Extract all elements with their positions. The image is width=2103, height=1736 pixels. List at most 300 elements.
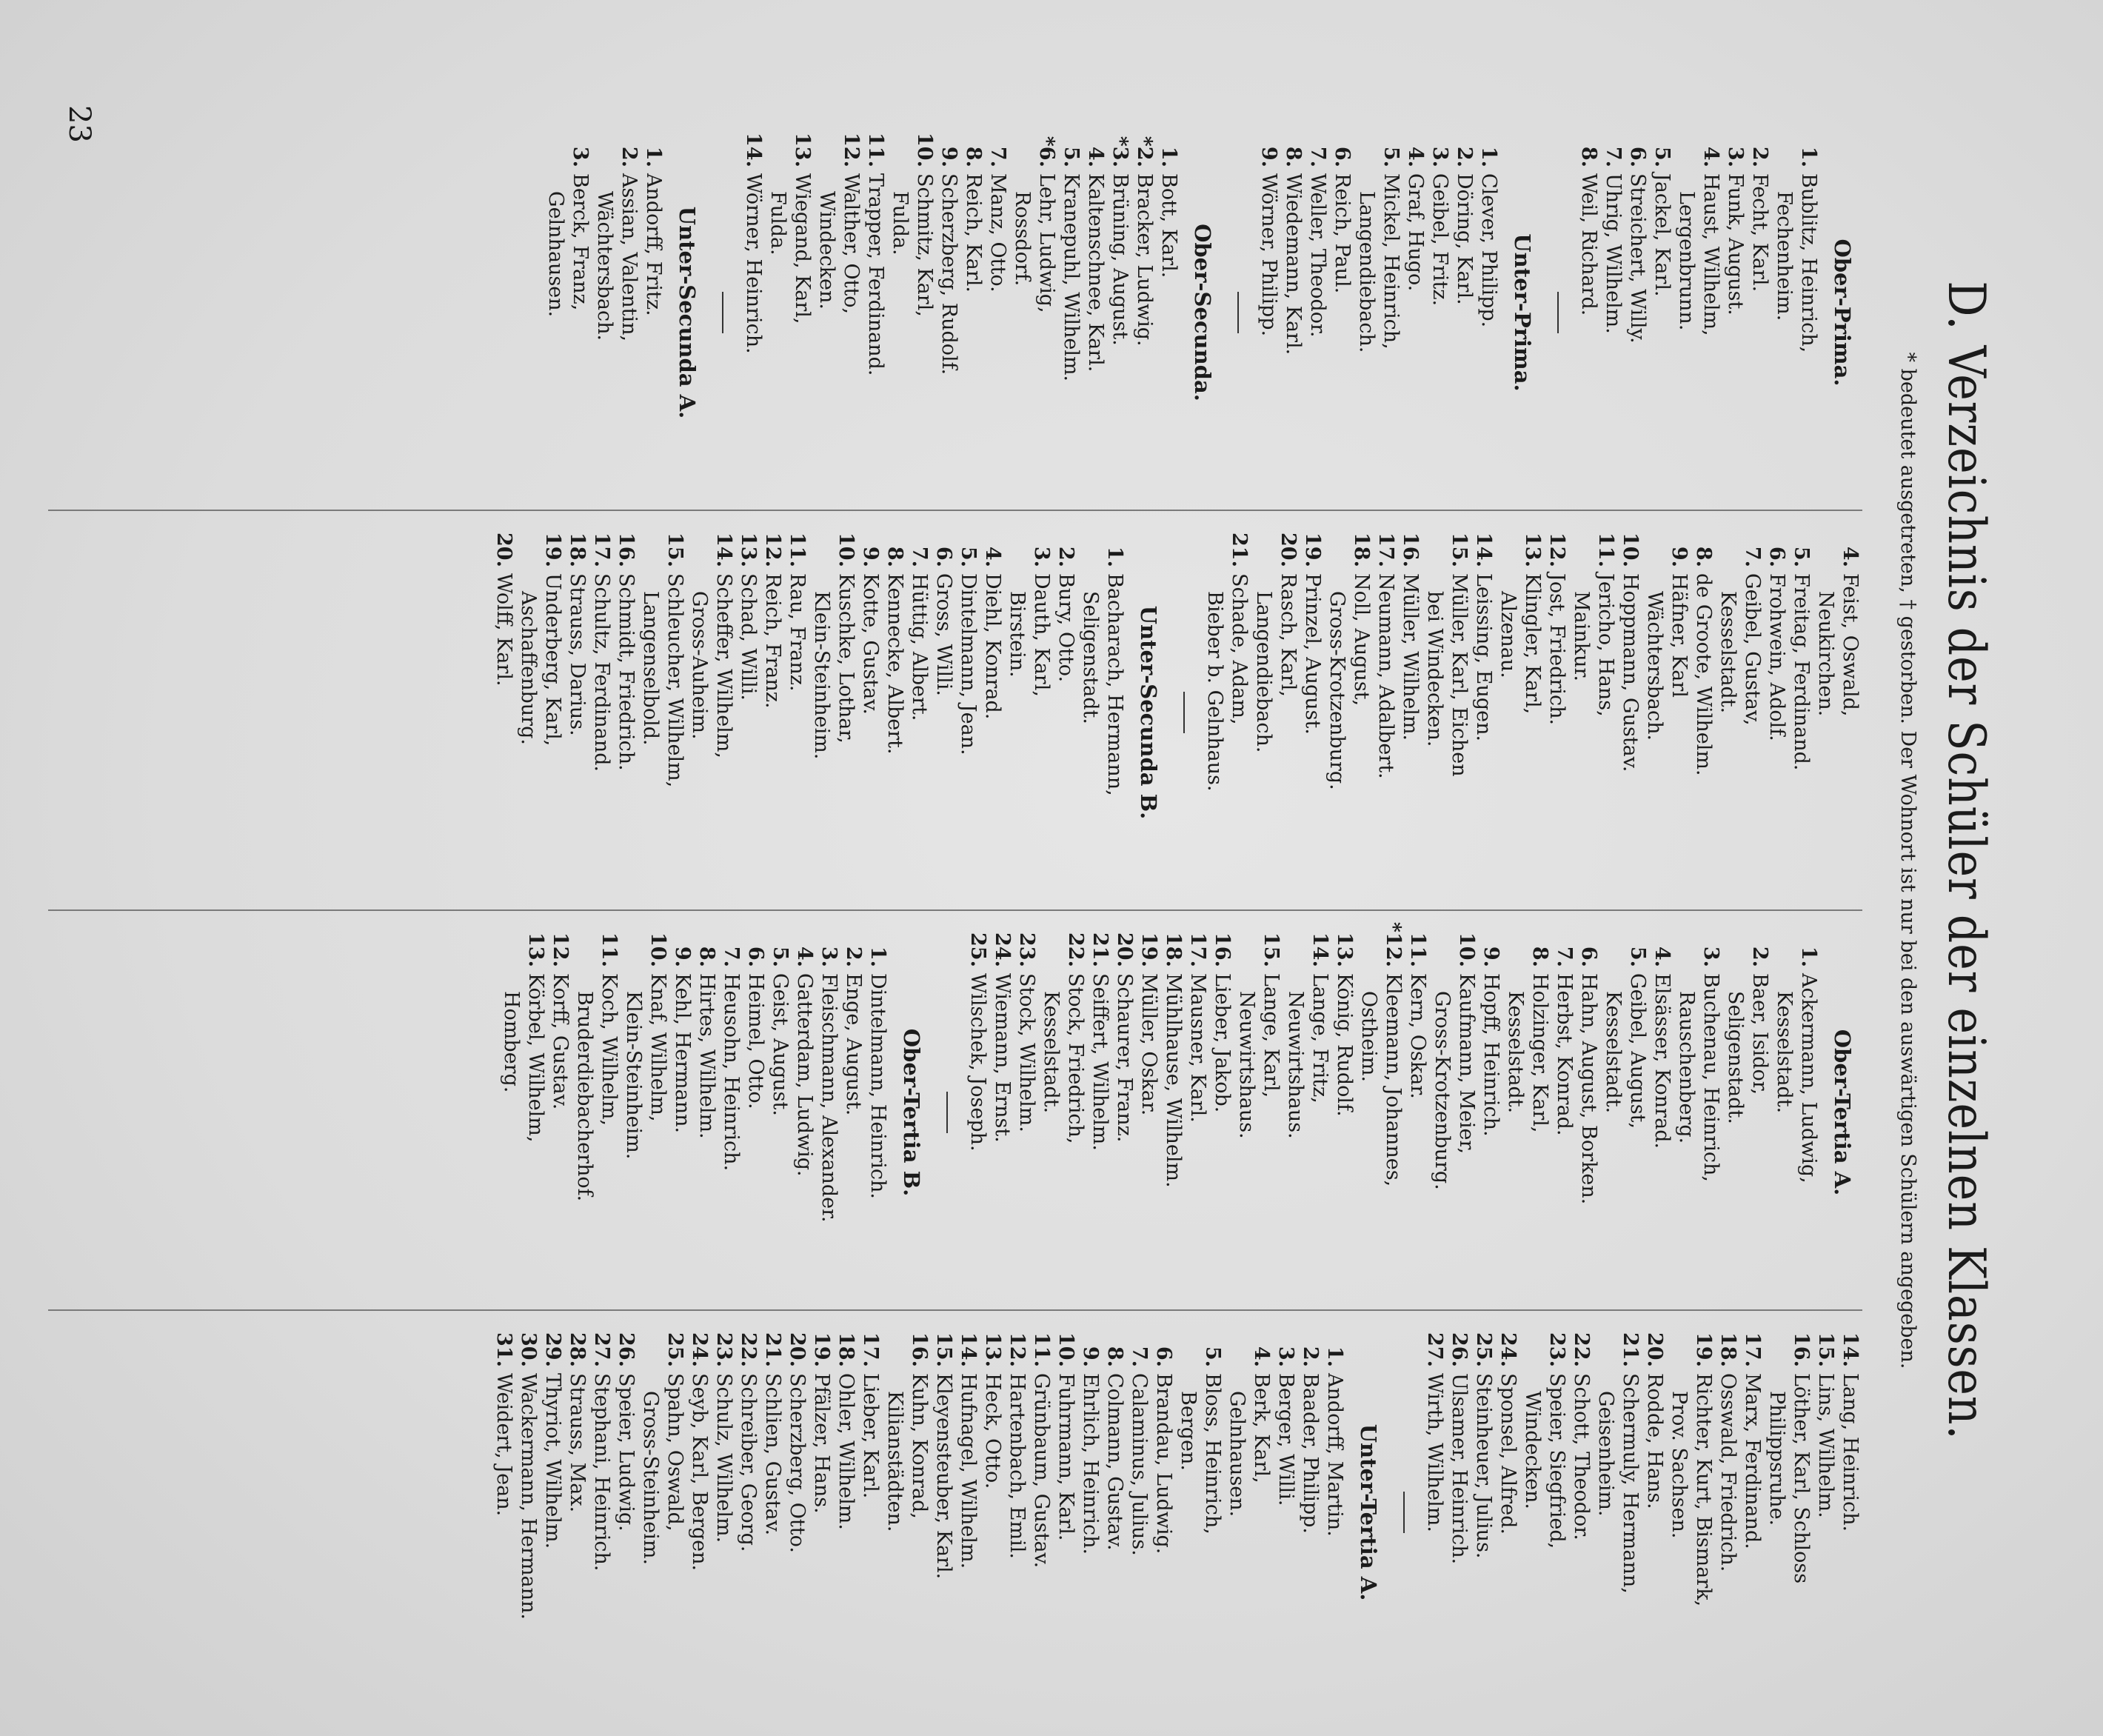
student-name: Bublitz, Heinrich, bbox=[1797, 173, 1820, 353]
student-entry bbox=[1225, 1320, 1274, 1705]
student-name: Hoppmann, Gustav. bbox=[1619, 573, 1642, 772]
entry-number: 5. bbox=[1626, 946, 1649, 967]
entry-number: 26. bbox=[1448, 1332, 1471, 1367]
student-name: Schermuly, Hermann, bbox=[1619, 1373, 1642, 1594]
entry-number: 11. bbox=[1594, 533, 1617, 567]
student-entry bbox=[883, 1320, 932, 1705]
entry-number: 9. bbox=[671, 946, 694, 967]
entry-number: 25. bbox=[1472, 1332, 1495, 1367]
student-entry bbox=[1281, 120, 1305, 505]
student-entry bbox=[1005, 520, 1054, 905]
student-entry bbox=[1039, 920, 1088, 1305]
student-name: Körbel, Wilhelm, bbox=[524, 973, 547, 1143]
entry-number: 2. bbox=[1748, 146, 1771, 167]
student-residence: Gelnhausen. bbox=[544, 191, 567, 318]
entry-number: 16. bbox=[1790, 1332, 1813, 1367]
student-name: Dintelmann, Heinrich. bbox=[866, 973, 889, 1199]
entry-number: 10. bbox=[646, 932, 669, 967]
student-entry bbox=[638, 520, 687, 905]
student-residence: Gross-Krotzenburg. bbox=[1431, 991, 1454, 1190]
student-name: Heimel, Otto. bbox=[744, 973, 767, 1109]
student-name: de Groote, Wilhelm. bbox=[1692, 573, 1715, 776]
entry-number: 2. bbox=[1299, 1346, 1322, 1367]
student-name: Bracker, Ludwig. bbox=[1133, 173, 1156, 347]
entry-number: 15. bbox=[1448, 533, 1471, 567]
entry-number: 12. bbox=[1006, 1332, 1029, 1367]
student-name: Clever, Philipp. bbox=[1477, 173, 1500, 328]
student-entry bbox=[760, 520, 785, 905]
entry-number: 6. bbox=[1152, 1346, 1175, 1367]
student-residence: Homberg. bbox=[500, 991, 523, 1093]
student-name: Stock, Wilhelm. bbox=[1015, 973, 1038, 1132]
student-entry bbox=[1014, 920, 1039, 1305]
column-3 bbox=[41, 920, 1862, 1305]
student-name: Reich, Paul. bbox=[1331, 173, 1354, 294]
class-heading: Ober-Prima. bbox=[1830, 238, 1855, 387]
entry-number: 8. bbox=[883, 546, 906, 567]
student-name: Mausner, Karl. bbox=[1186, 973, 1209, 1123]
student-entry bbox=[1447, 1320, 1471, 1705]
student-entry bbox=[1452, 120, 1477, 505]
student-entry bbox=[760, 1320, 785, 1705]
entry-number: 8. bbox=[1692, 546, 1715, 567]
entry-number: 19. bbox=[810, 1332, 833, 1367]
student-residence: bei Windecken. bbox=[1423, 591, 1446, 747]
entry-number: 8. bbox=[1282, 146, 1305, 167]
student-entry bbox=[1479, 920, 1503, 1305]
student-name: Andorff, Martin. bbox=[1323, 1373, 1346, 1537]
student-entry bbox=[932, 520, 956, 905]
student-name: Berk, Karl, bbox=[1250, 1373, 1273, 1483]
entry-number: 8. bbox=[695, 946, 718, 967]
student-name: Gatterdam, Ludwig. bbox=[793, 973, 816, 1177]
student-name: Berger, Willi. bbox=[1274, 1373, 1297, 1506]
student-entry bbox=[1234, 920, 1283, 1305]
student-entry bbox=[863, 120, 888, 505]
student-entry bbox=[736, 520, 760, 905]
entry-number: 4. bbox=[981, 546, 1004, 567]
student-name: Reich, Franz. bbox=[761, 573, 784, 709]
student-name: Kuhn, Konrad, bbox=[908, 1373, 931, 1519]
entry-number: 17. bbox=[1741, 1332, 1764, 1367]
student-entry bbox=[1716, 520, 1765, 905]
student-name: Schaurer, Franz. bbox=[1113, 973, 1136, 1143]
entry-number: 3. bbox=[569, 146, 592, 167]
entry-number: 1. bbox=[1797, 146, 1820, 167]
student-entry bbox=[1594, 1320, 1642, 1705]
entry-number: 14. bbox=[1308, 932, 1331, 967]
entry-number: 20. bbox=[1113, 932, 1136, 967]
student-residence: Gross-Krotzenburg. bbox=[1325, 591, 1348, 790]
student-name: Andorff, Fritz. bbox=[642, 173, 665, 316]
entry-number: 13. bbox=[1521, 533, 1544, 567]
entry-number: 9. bbox=[937, 146, 960, 167]
student-residence: Gross-Auheim. bbox=[688, 591, 711, 740]
student-entry bbox=[1667, 1320, 1716, 1705]
class-section bbox=[499, 920, 927, 1305]
entry-number: 8. bbox=[1528, 946, 1551, 967]
student-name: Mickel, Heinrich, bbox=[1380, 173, 1402, 350]
student-list bbox=[1257, 120, 1501, 505]
student-residence: Birstein. bbox=[1006, 591, 1029, 678]
entry-number: 2. bbox=[618, 146, 641, 167]
student-name: Schreiber, Georg. bbox=[737, 1373, 760, 1552]
student-residence: Langendiebach. bbox=[1252, 591, 1275, 753]
student-entry bbox=[990, 920, 1014, 1305]
student-entry bbox=[614, 1320, 638, 1705]
entry-number: 1. bbox=[866, 946, 889, 967]
student-name: Hopff, Heinrich. bbox=[1480, 973, 1502, 1137]
student-entry bbox=[1078, 520, 1127, 905]
student-entry bbox=[1157, 120, 1181, 505]
student-entry bbox=[907, 520, 932, 905]
student-name: Bott, Karl. bbox=[1157, 173, 1180, 278]
student-entry bbox=[1577, 120, 1601, 505]
student-entry bbox=[1274, 1320, 1298, 1705]
entry-number: 18. bbox=[1350, 533, 1373, 567]
entry-number: 10. bbox=[1619, 533, 1642, 567]
student-name: Schad, Willi. bbox=[737, 573, 760, 701]
class-section bbox=[1557, 120, 1858, 505]
student-entry bbox=[866, 920, 890, 1305]
student-entry bbox=[785, 1320, 809, 1705]
entry-number: 11. bbox=[1030, 1332, 1053, 1367]
entry-number: 9. bbox=[1668, 546, 1691, 567]
entry-number: 3. bbox=[1274, 1346, 1297, 1367]
student-name: Dintelmann, Jean. bbox=[957, 573, 980, 755]
student-name: Kaufmann, Meier, bbox=[1455, 973, 1478, 1155]
class-heading: Unter-Secunda A. bbox=[675, 206, 700, 419]
student-residence: Neuwirtshaus. bbox=[1235, 991, 1258, 1139]
student-list bbox=[492, 1320, 1347, 1705]
student-entry bbox=[638, 1320, 687, 1705]
student-entry bbox=[1108, 120, 1132, 505]
student-name: Baer, Isidor, bbox=[1748, 973, 1771, 1095]
student-name: Lange, Fritz, bbox=[1308, 973, 1331, 1104]
student-name: Mühlhause, Wilhelm. bbox=[1162, 973, 1185, 1188]
student-name: Schade, Adam, bbox=[1228, 573, 1251, 725]
entry-number: 9. bbox=[1480, 946, 1502, 967]
student-name: Ohler, Wilhelm. bbox=[835, 1373, 857, 1530]
student-name: Brüning, August. bbox=[1109, 173, 1131, 346]
column-divider bbox=[48, 1309, 1862, 1311]
student-entry bbox=[1330, 120, 1354, 505]
entry-number: 3. bbox=[1428, 146, 1451, 167]
entry-number: 9. bbox=[1079, 1346, 1102, 1367]
entry-number: 6. bbox=[932, 546, 955, 567]
student-name: Hartenbach, Emil. bbox=[1006, 1373, 1029, 1559]
student-name: Ackermann, Ludwig, bbox=[1797, 973, 1820, 1184]
class-section bbox=[1237, 120, 1538, 505]
student-name: Herbst, Konrad. bbox=[1553, 973, 1576, 1136]
student-name: Buchenau, Heinrich, bbox=[1699, 973, 1722, 1182]
entry-number: 14. bbox=[1472, 533, 1495, 567]
student-entry bbox=[1723, 120, 1748, 505]
student-entry bbox=[687, 1320, 712, 1705]
student-residence: Bruderdiebacherhof. bbox=[573, 991, 596, 1202]
entry-number: 1. bbox=[1103, 546, 1126, 567]
student-residence: Kilianstädten. bbox=[883, 1391, 906, 1532]
column-divider bbox=[48, 510, 1862, 511]
student-list bbox=[1203, 520, 1862, 905]
student-name: Schlien, Gustav. bbox=[761, 1373, 784, 1536]
page-title: D. Verzeichnis der Schüler der einzelnen Klassen. bbox=[1936, 281, 1996, 1440]
student-entry bbox=[541, 1320, 565, 1705]
student-entry bbox=[1354, 120, 1403, 505]
student-residence: Fulda. bbox=[889, 191, 912, 256]
entry-number: 24. bbox=[991, 932, 1014, 967]
entry-number: 4. bbox=[1404, 146, 1427, 167]
student-entry bbox=[1283, 920, 1332, 1305]
student-entry bbox=[1601, 920, 1650, 1305]
student-entry bbox=[492, 520, 516, 905]
section-divider bbox=[1403, 1492, 1405, 1533]
entry-number: 16. bbox=[615, 533, 638, 567]
student-name: Fuhrmann, Karl. bbox=[1054, 1373, 1077, 1541]
student-entry bbox=[1813, 520, 1862, 905]
rotated-content bbox=[15, 90, 2014, 1646]
entry-number: 7. bbox=[1741, 546, 1764, 567]
entry-number: 9. bbox=[859, 546, 882, 567]
student-entry bbox=[966, 920, 990, 1305]
student-entry bbox=[1176, 1320, 1225, 1705]
student-entry bbox=[1496, 520, 1545, 905]
student-name: Rodde, Hans. bbox=[1643, 1373, 1666, 1509]
student-name: Wörner, Heinrich. bbox=[742, 173, 765, 354]
entry-number: 8. bbox=[962, 146, 985, 167]
student-name: Schultz, Ferdinand. bbox=[590, 573, 613, 772]
entry-number: 12. bbox=[840, 133, 863, 167]
entry-number: 10. bbox=[913, 133, 936, 167]
column-1 bbox=[41, 120, 1862, 505]
entry-number: 2. bbox=[842, 946, 865, 967]
student-name: Geist, August. bbox=[769, 973, 792, 1116]
entry-number: 31. bbox=[492, 1332, 515, 1367]
entry-number: 30. bbox=[517, 1332, 540, 1367]
entry-number: 25. bbox=[966, 932, 989, 967]
entry-number: 11. bbox=[786, 533, 809, 567]
entry-number: 15. bbox=[932, 1332, 955, 1367]
student-list bbox=[741, 120, 1181, 505]
student-name: Korff, Gustav. bbox=[549, 973, 572, 1110]
entry-number: 10. bbox=[835, 533, 857, 567]
class-section bbox=[1183, 520, 1862, 905]
entry-number: 12. bbox=[1545, 533, 1568, 567]
legend-note: * bedeutet ausgetreten, † gestorben. Der Wohnort ist nur bei den auswärtigen Schülern angegeben. bbox=[1896, 352, 1919, 1369]
student-entry bbox=[1577, 920, 1601, 1305]
student-name: Noll, August, bbox=[1350, 573, 1373, 707]
entry-number: 2. bbox=[1054, 546, 1077, 567]
student-name: König, Rudolf. bbox=[1333, 973, 1356, 1117]
entry-number: 20. bbox=[1643, 1332, 1666, 1367]
entry-number: *12. bbox=[1382, 921, 1405, 967]
student-residence: Kesselstadt. bbox=[1773, 991, 1796, 1114]
student-entry bbox=[499, 920, 548, 1305]
entry-number: 10. bbox=[1054, 1332, 1077, 1367]
student-residence: Gelnhausen. bbox=[1226, 1391, 1248, 1518]
entry-number: 21. bbox=[1089, 932, 1111, 967]
student-entry bbox=[695, 920, 719, 1305]
student-entry bbox=[1078, 1320, 1103, 1705]
student-residence: Windecken. bbox=[1521, 1391, 1544, 1509]
section-divider bbox=[722, 292, 723, 333]
student-residence: Prov. Sachsen. bbox=[1668, 1391, 1691, 1539]
student-entry bbox=[980, 1320, 1005, 1705]
student-name: Reich, Karl. bbox=[962, 173, 985, 293]
entry-number: 1. bbox=[1797, 946, 1820, 967]
student-name: Koch, Wilhelm, bbox=[598, 973, 621, 1126]
student-name: Wilschek, Joseph. bbox=[966, 973, 989, 1152]
student-name: Strauss, Max. bbox=[566, 1373, 589, 1513]
student-name: Weil, Richard. bbox=[1577, 173, 1600, 316]
student-residence: Ostheim. bbox=[1357, 991, 1380, 1083]
student-residence: Rossdorf. bbox=[1011, 191, 1034, 287]
column-divider bbox=[48, 909, 1862, 911]
student-name: Manz, Otto. bbox=[986, 173, 1009, 293]
entry-number: 23. bbox=[712, 1332, 735, 1367]
student-entry bbox=[1083, 120, 1108, 505]
entry-number: 26. bbox=[615, 1332, 638, 1367]
student-name: Kranepuhl, Wilhelm. bbox=[1060, 173, 1083, 382]
entry-number: 12. bbox=[549, 932, 572, 967]
student-name: Rau, Franz. bbox=[786, 573, 809, 692]
student-entry bbox=[858, 520, 883, 905]
student-entry bbox=[614, 520, 638, 905]
student-list bbox=[544, 120, 666, 505]
student-name: Hüttig, Albert. bbox=[908, 573, 931, 721]
entry-number: 18. bbox=[1716, 1332, 1739, 1367]
student-entry bbox=[736, 1320, 760, 1705]
entry-number: 3. bbox=[818, 946, 840, 967]
student-name: Freitag, Ferdinand. bbox=[1790, 573, 1813, 771]
entry-number: 7. bbox=[1128, 1346, 1151, 1367]
entry-number: 3. bbox=[1724, 146, 1747, 167]
entry-number: 11. bbox=[1406, 932, 1429, 967]
entry-number: 22. bbox=[737, 1332, 760, 1367]
student-name: Spahn, Oswald, bbox=[663, 1373, 686, 1532]
student-name: Feist, Oswald, bbox=[1839, 573, 1862, 717]
student-name: Enge, August. bbox=[842, 973, 865, 1116]
student-name: Speier, Siegfried, bbox=[1545, 1373, 1568, 1549]
student-name: Stephani, Heinrich. bbox=[590, 1373, 613, 1572]
entry-number: 4. bbox=[1250, 1346, 1273, 1367]
student-entry bbox=[743, 920, 768, 1305]
student-entry bbox=[1650, 920, 1674, 1305]
class-heading: Ober-Secunda. bbox=[1190, 224, 1215, 401]
section-divider bbox=[1183, 692, 1185, 733]
student-residence: Seligenstadt. bbox=[1079, 591, 1102, 724]
student-residence: Windecken. bbox=[815, 191, 838, 310]
entry-number: 17. bbox=[1186, 932, 1209, 967]
entry-number: 22. bbox=[1064, 932, 1087, 967]
student-name: Kaltenschnee, Karl. bbox=[1084, 173, 1107, 373]
student-entry bbox=[1151, 1320, 1176, 1705]
student-name: Löther, Karl, Schloss bbox=[1790, 1373, 1813, 1584]
student-entry bbox=[1520, 1320, 1569, 1705]
student-name: Ehrlich, Heinrich. bbox=[1079, 1373, 1102, 1555]
student-name: Trapper, Ferdinand. bbox=[864, 173, 887, 376]
student-name: Kleemann, Johannes, bbox=[1382, 973, 1405, 1187]
student-name: Uhrig, Wilhelm. bbox=[1602, 173, 1625, 334]
class-section bbox=[492, 520, 1164, 905]
student-residence: Kesselstadt. bbox=[1040, 991, 1063, 1114]
student-name: Wackermann, Hermann. bbox=[517, 1373, 540, 1620]
student-entry bbox=[1422, 520, 1471, 905]
student-residence: Bieber b. Gelnhaus. bbox=[1203, 591, 1226, 792]
student-entry bbox=[1137, 920, 1161, 1305]
entry-number: 4. bbox=[1699, 146, 1722, 167]
student-name: Kotte, Gustav. bbox=[859, 573, 882, 715]
student-entry bbox=[1300, 520, 1325, 905]
student-name: Sponsel, Alfred. bbox=[1497, 1373, 1519, 1535]
student-entry bbox=[1054, 520, 1078, 905]
entry-number: 11. bbox=[598, 932, 621, 967]
student-entry bbox=[817, 920, 841, 1305]
student-entry bbox=[712, 1320, 736, 1705]
student-name: Assian, Valentin, bbox=[618, 173, 641, 342]
student-name: Hirtes, Wilhelm. bbox=[695, 973, 718, 1139]
student-entry bbox=[1471, 520, 1496, 905]
student-name: Bury, Otto. bbox=[1054, 573, 1077, 683]
student-entry bbox=[1545, 520, 1569, 905]
student-name: Ulsamer, Heinrich. bbox=[1448, 1373, 1471, 1565]
student-entry bbox=[1716, 1320, 1740, 1705]
student-entry bbox=[516, 1320, 541, 1705]
student-name: Geibel, Gustav, bbox=[1741, 573, 1764, 726]
entry-number: 21. bbox=[1619, 1332, 1642, 1367]
entry-number: 1. bbox=[1157, 146, 1180, 167]
student-name: Scherzberg, Otto. bbox=[786, 1373, 809, 1553]
student-name: Grünbaum, Gustav. bbox=[1030, 1373, 1053, 1569]
entry-number: 16. bbox=[1211, 932, 1234, 967]
student-name: Schott, Theodor. bbox=[1570, 1373, 1593, 1540]
student-name: Weller, Theodor. bbox=[1306, 173, 1329, 338]
student-name: Kern, Oskar. bbox=[1406, 973, 1429, 1099]
student-entry bbox=[565, 520, 589, 905]
student-name: Hahn, August, Borken. bbox=[1577, 973, 1600, 1205]
entry-number: 4. bbox=[793, 946, 816, 967]
student-name: Schulz, Wilhelm. bbox=[712, 1373, 735, 1543]
student-name: Lieber, Jakob. bbox=[1211, 973, 1234, 1113]
student-name: Strauss, Darius. bbox=[566, 573, 589, 736]
student-name: Geibel, August, bbox=[1626, 973, 1649, 1129]
student-name: Pfälzer, Hans. bbox=[810, 1373, 833, 1514]
student-name: Holzinger, Karl, bbox=[1528, 973, 1551, 1133]
student-residence: Neukirchen. bbox=[1814, 591, 1837, 717]
student-list bbox=[1577, 120, 1821, 505]
student-entry bbox=[548, 920, 572, 1305]
student-entry bbox=[809, 1320, 834, 1705]
entry-number: 4. bbox=[1084, 146, 1107, 167]
student-entry bbox=[1405, 920, 1430, 1305]
student-name: Scherzberg, Rudolf. bbox=[937, 173, 960, 375]
student-residence: Seligenstadt. bbox=[1724, 991, 1747, 1124]
student-entry bbox=[572, 920, 621, 1305]
student-entry bbox=[1251, 520, 1300, 905]
entry-number: 19. bbox=[1301, 533, 1324, 567]
student-entry bbox=[1740, 1320, 1765, 1705]
entry-number: 5. bbox=[1201, 1346, 1224, 1367]
entry-number: 6. bbox=[1765, 546, 1788, 567]
student-name: Wiedemann, Karl. bbox=[1282, 173, 1305, 355]
student-residence: Kesselstadt. bbox=[1504, 991, 1527, 1114]
student-entry bbox=[1257, 120, 1281, 505]
student-name: Richter, Kurt, Bismark, bbox=[1692, 1373, 1715, 1607]
student-entry bbox=[589, 1320, 614, 1705]
student-entry bbox=[1127, 1320, 1151, 1705]
entry-number: 18. bbox=[1162, 932, 1185, 967]
entry-number: 13. bbox=[1333, 932, 1356, 967]
